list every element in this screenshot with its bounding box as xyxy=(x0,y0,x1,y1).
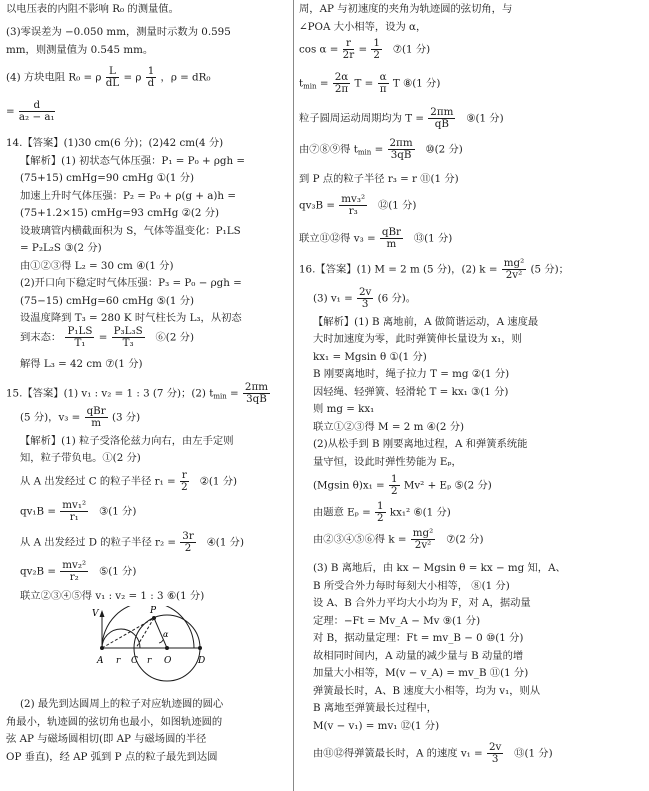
figure-label: P xyxy=(150,606,157,616)
formula-line: cos α = $\frac{r}{2r}$ = $\frac{1}{2}$ ⑦(1 分) xyxy=(299,37,431,61)
fraction: $\frac{2v}{3}$ xyxy=(359,286,372,310)
formula-line: qv₁B = $\frac{\text{mv₁²}}{\text{r₁}}$ ③(1 分) xyxy=(20,499,137,523)
text-line: B 离地至弹簧最长过程中， xyxy=(313,702,438,714)
fraction: $\frac{\text{mv₂²}}{\text{r₂}}$ xyxy=(62,559,87,583)
trajectory-figure xyxy=(88,606,228,688)
text-line: 弹簧最长时，A、B 速度大小相等，均为 v₁，则从 xyxy=(313,685,541,697)
text-line: 设玻璃管内横截面积为 S，气体等温变化：P₁LS xyxy=(20,225,241,237)
text-line: 故相同时间内，A 动量的减少量与 B 动量的增 xyxy=(313,650,524,662)
figure-label: α xyxy=(163,630,169,639)
formula-line: 从 A 出发经过 C 的粒子半径 r₁ = $\frac{r}{2}$ ②(1 分) xyxy=(20,469,238,493)
text-line: 周，AP 与初速度的夹角为轨迹圆的弦切角，与 xyxy=(299,3,513,15)
text-line: 则 mg = kx₁ xyxy=(313,403,375,415)
text-line: 弦 AP 与磁场圆相切(即 AP 与磁场圆的半径 xyxy=(6,733,207,745)
figure-label: V xyxy=(92,609,99,619)
text-line: kx₁ = Mgsin θ ①(1 分) xyxy=(313,351,427,363)
text-line: 量守恒，设此时弹性势能为 Eₚ， xyxy=(313,456,462,468)
formula-line: 由②③④⑤⑥得 k = $\frac{\text{mg²}}{\text{2v²}}$ ⑦(2 分) xyxy=(313,527,484,551)
text-line: M(v − v₁) = mv₁ ⑫(1 分) xyxy=(313,720,440,732)
text-line: 以电压表的内阻不影响 R₀ 的测量值。 xyxy=(6,3,179,15)
formula-line: = $\frac{d}{\text{a₂ − a₁}}$ xyxy=(6,99,55,123)
fraction: $\frac{L}{dL}$ xyxy=(105,65,120,89)
figure-label: O xyxy=(164,656,172,666)
fraction: qBr m xyxy=(381,226,401,250)
formula-line: (3) v₁ = $\frac{2v}{3}$ (6 分)。 xyxy=(313,286,417,310)
fraction: $\frac{2v}{3}$ xyxy=(488,741,502,765)
text-line: ∠POA 大小相等，设为 α， xyxy=(299,21,427,33)
column-divider xyxy=(293,0,294,791)
text-line: (2)开口向下稳定时气体压强：P₃ = P₀ − ρgh = xyxy=(20,277,242,289)
text-line: B 所受合外力每时每刻大小相等， ⑧(1 分) xyxy=(313,580,510,592)
text-line: 大时加速度为零，此时弹簧伸长量设为 x₁，则 xyxy=(313,333,522,345)
text-line: 联立②③④⑤得 v₁ : v₂ = 1 : 3 ⑥(1 分) xyxy=(20,590,205,602)
formula-line: qv₃B = $\frac{\text{mv₃²}}{\text{r₃}}$ ⑫(1 分) xyxy=(299,193,417,217)
fraction: qBr m xyxy=(86,405,106,429)
text-line: B 刚要离地时，绳子拉力 T = mg ②(1 分) xyxy=(313,368,510,380)
text-line: mm，则测量值为 0.545 mm。 xyxy=(6,44,154,56)
figure-label: A xyxy=(97,656,104,666)
figure-label: D xyxy=(198,656,206,666)
figure-label: C xyxy=(131,656,138,666)
fraction: $\frac{\text{mg²}}{\text{2v²}}$ xyxy=(412,527,434,551)
text-line: (3) B 离地后，由 kx − Mgsin θ = kx − mg 知，A、 xyxy=(313,562,566,574)
figure-label: r xyxy=(116,656,121,666)
text-line: 设温度降到 T₃ = 280 K 时气柱长为 L₃，从初态 xyxy=(20,312,242,324)
text-line: (75−15) cmHg=60 cmHg ⑤(1 分) xyxy=(20,295,195,307)
fraction: $\frac{1}{2}$ xyxy=(390,473,398,497)
fraction: $\frac{\text{mg²}}{\text{2v²}}$ xyxy=(503,257,525,281)
text-line: (75+1.2×15) cmHg=93 cmHg ②(2 分) xyxy=(20,207,220,219)
formula-line: 联立⑪⑫得 v₃ = qBr m ⑬(1 分) xyxy=(299,226,453,250)
fraction: $\frac{\alpha}{\pi}$ xyxy=(379,71,387,95)
text-line: 加速上升时气体压强：P₂ = P₀ + ρ(g + a)h = xyxy=(20,190,236,202)
fraction: $\frac{\text{mv₁²}}{\text{r₁}}$ xyxy=(62,499,87,523)
text-line: 联立①②③得 M = 2 m ④(2 分) xyxy=(313,421,465,433)
text-line: 设 A、B 合外力平均大小均为 F，对 A，据动量 xyxy=(313,597,531,609)
text-line: 因轻绳、轻弹簧、轻滑轮 T = kx₁ ③(1 分) xyxy=(313,386,509,398)
fraction: $\frac{r}{2}$ xyxy=(181,469,188,493)
text-line: 由①②③得 L₂ = 30 cm ④(1 分) xyxy=(20,260,174,272)
text-line: 【解析】(1) 初状态气体压强：P₁ = P₀ + ρgh = xyxy=(20,155,246,167)
fraction: $\frac{2\alpha}{2\pi}$ xyxy=(334,71,349,95)
formula-line: (5 分)，v₃ = qBr m (3 分) xyxy=(20,405,141,429)
fraction: $\frac{3r}{2}$ xyxy=(182,530,194,554)
text-line: 角最小，轨迹圆的弦切角也最小，如图轨迹圆的 xyxy=(6,716,223,728)
formula-line: $t_{min}$ = $\frac{2\alpha}{2\pi}$ T = $\frac{\alpha}{\pi}$ T ⑧(1 分) xyxy=(299,71,441,95)
text-line: (2) 最先到达圆周上的粒子对应轨迹圆的圆心 xyxy=(20,698,224,710)
formula-line: 粒子圆周运动周期均为 T = $\frac{2\pi m}{qB}$ ⑨(1 分) xyxy=(299,106,504,130)
fraction: $\frac{2\pi m}{qB}$ xyxy=(430,106,454,130)
text-line: (2)从松手到 B 刚要离地过程，A 和弹簧系统能 xyxy=(313,438,528,450)
q16-answer: 16.【答案】(1) M = 2 m (5 分)，(2) k = $\frac{\text{mg²}}{\text{2v²}}$ (5 分)； xyxy=(299,257,569,281)
text-line: 解得 L₃ = 42 cm ⑦(1 分) xyxy=(20,358,143,370)
text-line: = P₂L₂S ③(2 分) xyxy=(20,242,102,254)
formula-line: (4) 方块电阻 R₀ = ρ $\frac{L}{dL}$ = ρ $\frac{1}{d}$ ，ρ = dR₀ xyxy=(6,65,211,89)
text-line: 知，粒子带负电。①(2 分) xyxy=(20,452,141,464)
formula-line: 由⑪⑫得弹簧最长时，A 的速度 v₁ = $\frac{2v}{3}$ ⑬(1 分) xyxy=(313,741,553,765)
text-line: 【解析】(1) B 离地前，A 做简谐运动，A 速度最 xyxy=(313,316,539,328)
text-line: 对 B，据动量定理：Ft = mv_B − 0 ⑩(1 分) xyxy=(313,632,524,644)
q15-answer: 15.【答案】(1) v₁ : v₂ = 1 : 3 (7 分)；(2) $t_{min}$ = $\frac{2\pi m}{3qB}$ xyxy=(6,381,269,405)
fraction: $\frac{\text{mv₃²}}{\text{r₃}}$ xyxy=(341,193,366,217)
text-line: 定理：−Ft = Mv_A − Mv ⑨(1 分) xyxy=(313,615,481,627)
formula-line: qv₂B = $\frac{\text{mv₂²}}{\text{r₂}}$ ⑤(1 分) xyxy=(20,559,137,583)
formula-line: (Mgsin θ)x₁ = $\frac{1}{2}$ Mv² + Eₚ ⑤(2 分) xyxy=(313,473,492,497)
fraction: $\frac{1}{2}$ xyxy=(373,37,380,61)
formula-line: 由题意 Eₚ = $\frac{1}{2}$ kx₁² ⑥(1 分) xyxy=(313,500,451,524)
fraction: $\frac{1}{2}$ xyxy=(376,500,384,524)
fraction: $\frac{2\pi m}{3qB}$ xyxy=(389,137,413,161)
formula-line: 从 A 出发经过 D 的粒子半径 r₂ = $\frac{3r}{2}$ ④(1 分) xyxy=(20,530,244,554)
figure-label: r xyxy=(147,656,152,666)
text-line: 加量大小相等，M(v − v_A) = mv_B ⑪(1 分) xyxy=(313,667,529,679)
text-line: 【解析】(1) 粒子受洛伦兹力向右，由左手定则 xyxy=(20,435,234,447)
text-line: OP 垂直)，经 AP 弧到 P 点的粒子最先到达圆 xyxy=(6,751,218,763)
formula-line: 由⑦⑧⑨得 $t_{min}$ = $\frac{2\pi m}{3qB}$ ⑩(2 分) xyxy=(299,137,463,161)
fraction: $\frac{d}{\text{a₂ − a₁}}$ xyxy=(18,99,55,123)
text-line: 到 P 点的粒子半径 r₃ = r ⑪(1 分) xyxy=(299,173,459,185)
text-line: (75+15) cmHg=90 cmHg ①(1 分) xyxy=(20,172,195,184)
fraction: $\frac{\text{P₃L₃S}}{\text{T₃}}$ xyxy=(113,325,143,349)
formula-line: 到末态： $\frac{\text{P₁LS}}{\text{T₁}}$ = $\frac{\text{P₃L₃S}}{\text{T₃}}$ ⑥(2 分) xyxy=(20,325,194,349)
fraction: $\frac{\text{P₁LS}}{\text{T₁}}$ xyxy=(67,325,93,349)
fraction: $\frac{1}{d}$ xyxy=(147,65,155,89)
fraction: $\frac{r}{2r}$ xyxy=(342,37,355,61)
fraction: $\frac{2\pi m}{3qB}$ xyxy=(244,381,269,405)
text-line: (3)零误差为 −0.050 mm，测量时示数为 0.595 xyxy=(6,26,231,38)
q14-answer: 14.【答案】(1)30 cm(6 分)；(2)42 cm(4 分) xyxy=(6,137,224,149)
